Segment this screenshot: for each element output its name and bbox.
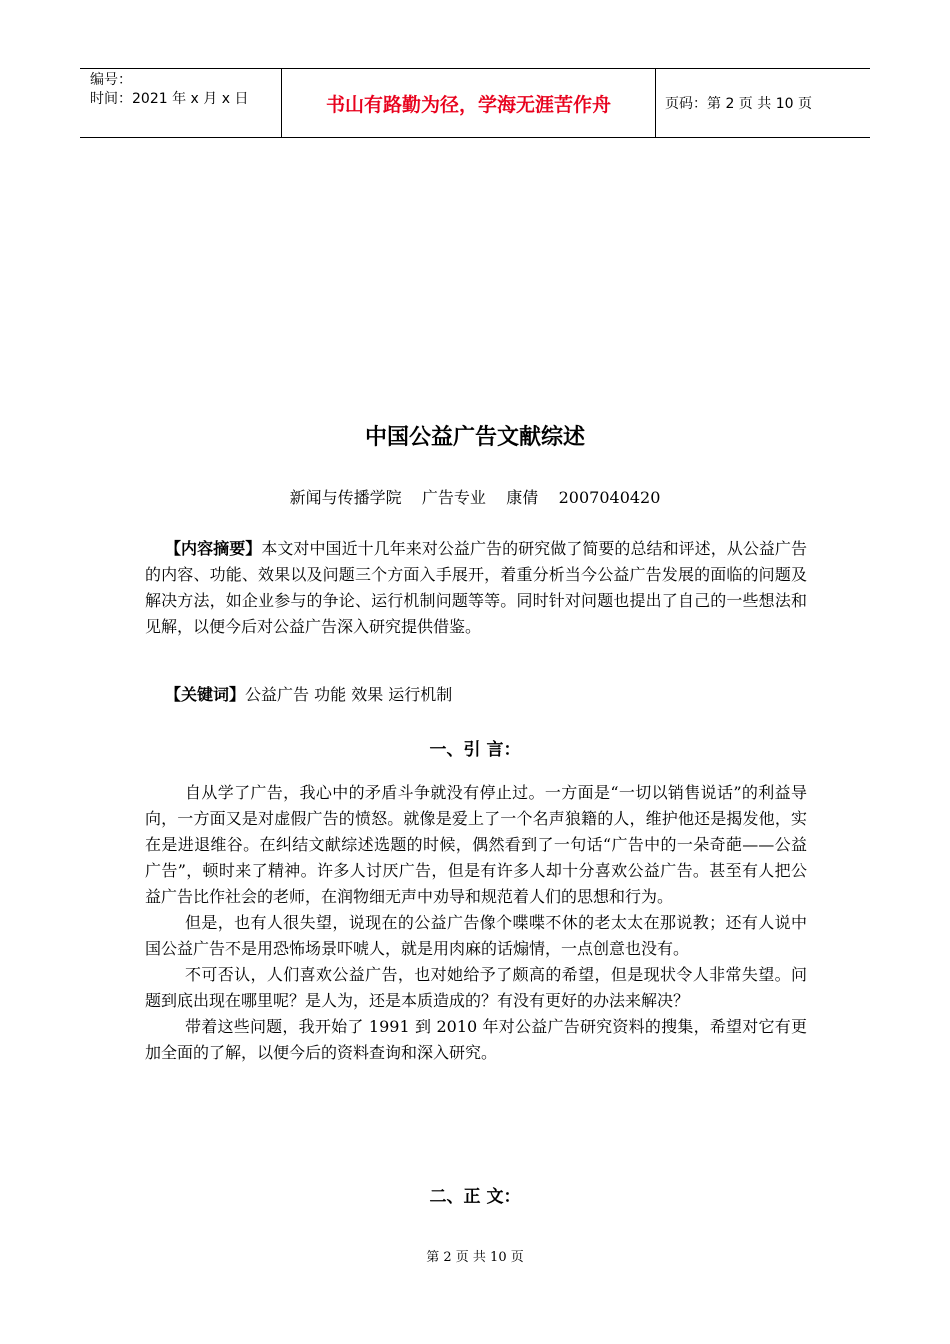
page-footer: 第 2 页 共 10 页 xyxy=(426,1250,524,1265)
keywords-text: 公益广告 功能 效果 运行机制 xyxy=(245,685,453,704)
number-label: 编号： xyxy=(90,72,132,88)
paragraph: 带着这些问题，我开始了 1991 到 2010 年对公益广告研究资料的搜集，希望对它有更加全面的了解，以便今后的资料查询和深入研究。 xyxy=(145,1017,807,1062)
intro-body xyxy=(145,780,807,1066)
paragraph: 不可否认，人们喜欢公益广告，也对她给予了颇高的希望，但是现状令人非常失望。问题到底出现在哪里呢？是人为，还是本质造成的？有没有更好的办法来解决？ xyxy=(145,965,807,1010)
section-heading-body: 二、正 文： xyxy=(429,1187,521,1207)
keywords-label: 【关键词】 xyxy=(165,685,246,704)
abstract-label: 【内容摘要】 xyxy=(165,539,262,558)
author-byline: 新闻与传播学院 广告专业 康倩 2007040420 xyxy=(289,488,661,507)
abstract xyxy=(145,536,807,640)
header-meta-cell xyxy=(80,69,282,137)
document-title: 中国公益广告文献综述 xyxy=(364,425,585,450)
header-motto: 书山有路勤为径，学海无涯苦作舟 xyxy=(282,69,656,137)
header-table xyxy=(80,68,870,138)
abstract-text: 本文对中国近十几年来对公益广告的研究做了简要的总结和评述，从公益广告的内容、功能、效果以及问题三个方面入手展开，着重分析当今公益广告发展的面临的问题及解决方法，如企业参与的争论、运行机制问题等等。同时针对问题也提出了自己的一些想法和见解，以便今后对公益广告深入研究提供借鉴。 xyxy=(145,539,807,636)
keywords xyxy=(165,682,452,705)
section-heading-intro: 一、引 言： xyxy=(429,740,521,760)
paragraph: 但是，也有人很失望，说现在的公益广告像个喋喋不休的老太太在那说教；还有人说中国公益广告不是用恐怖场景吓唬人，就是用肉麻的话煽情，一点创意也没有。 xyxy=(145,913,807,958)
paragraph: 自从学了广告，我心中的矛盾斗争就没有停止过。一方面是“一切以销售说话”的利益导向，一方面又是对虚假广告的愤怒。就像是爱上了一个名声狼籍的人，维护他还是揭发他，实在是进退维谷。在纠结文献综述选题的时候，偶然看到了一句话“广告中的一朵奇葩——公益广告”，顿时来了精神。许多人讨厌广告，但是有许多人却十分喜欢公益广告。甚至有人把公益广告比作社会的老师，在润物细无声中劝导和规范着人们的思想和行为。 xyxy=(145,783,807,906)
date-label: 时间：2021 年 x 月 x 日 xyxy=(90,91,249,107)
header-page-info: 页码：第 2 页 共 10 页 xyxy=(665,96,812,112)
